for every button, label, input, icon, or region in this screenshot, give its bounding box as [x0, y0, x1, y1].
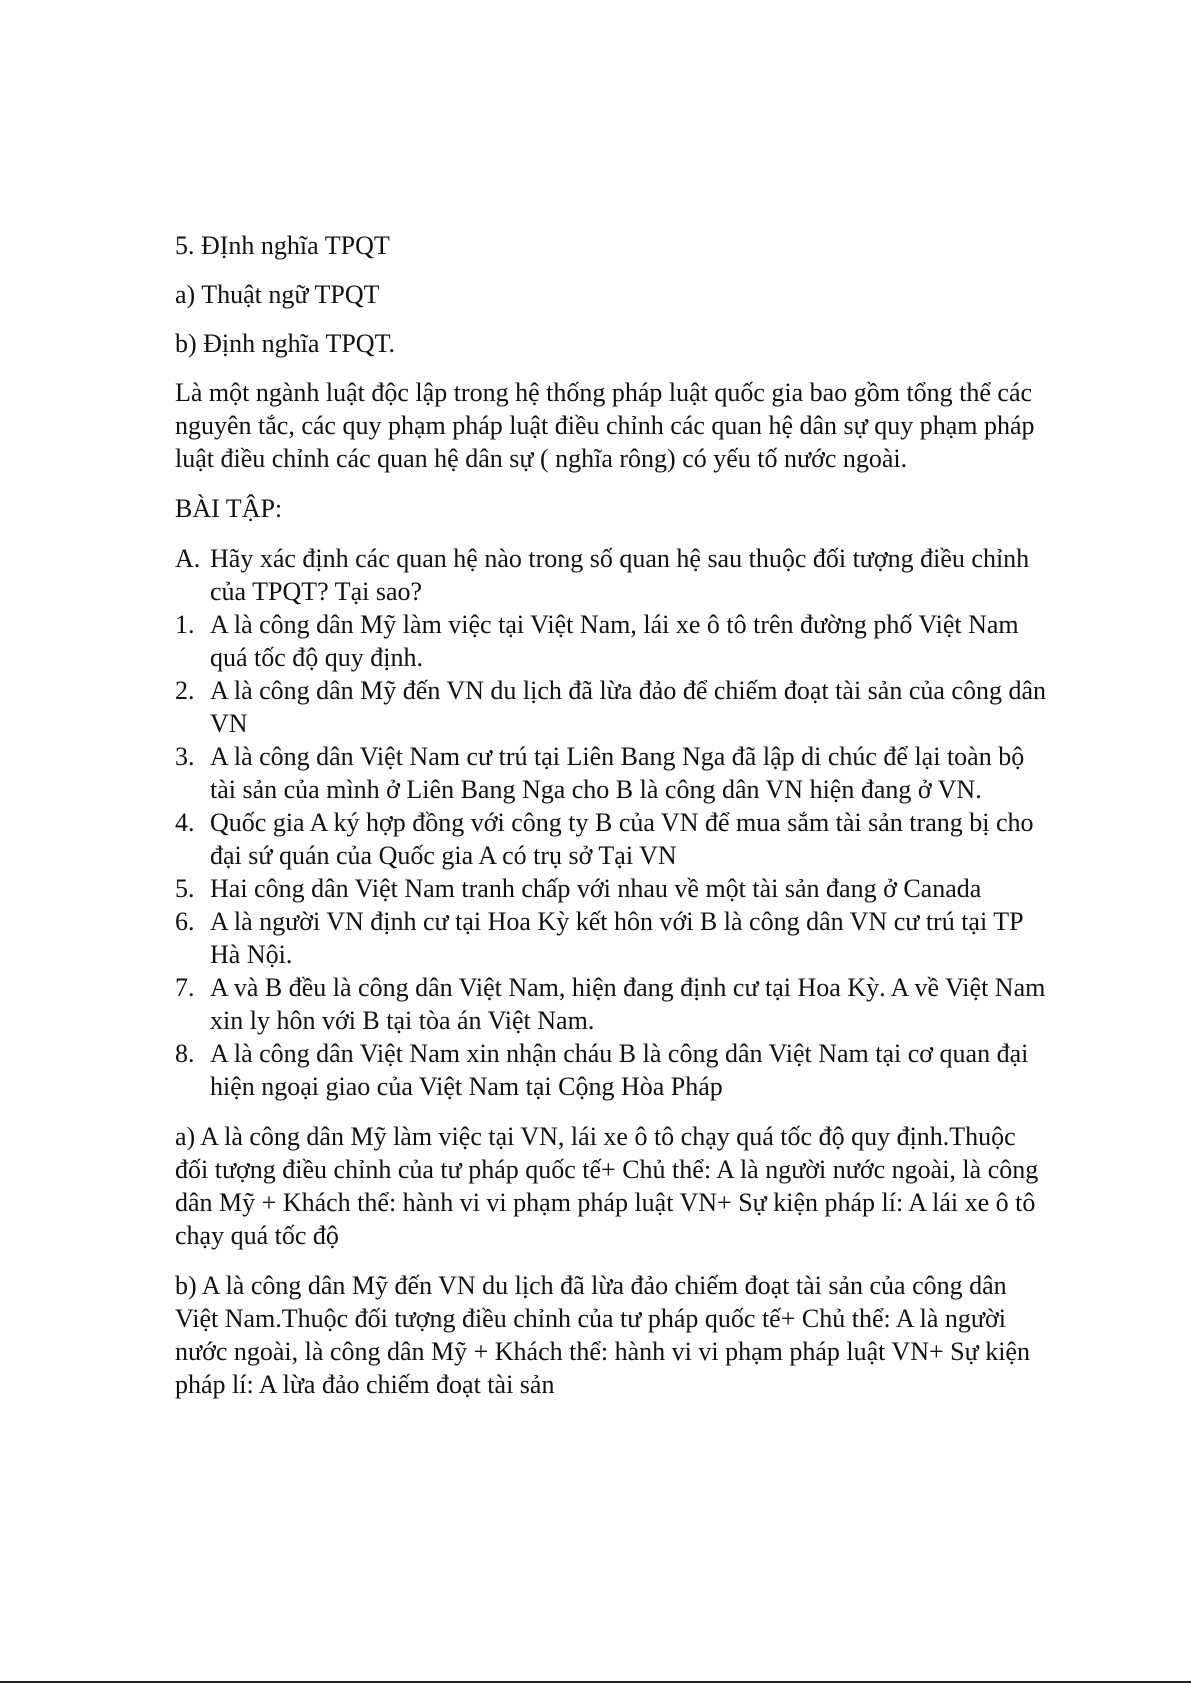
list-item-text: Quốc gia A ký hợp đồng với công ty B của VN để mua sắm tài sản trang bị cho đại sứ quán của Quốc gia A có trụ sở Tại VN — [210, 808, 1034, 870]
list-marker: 8. — [175, 1039, 195, 1068]
list-item — [175, 971, 1055, 1037]
list-item — [175, 1037, 1055, 1103]
list-item-text: A và B đều là công dân Việt Nam, hiện đang định cư tại Hoa Kỳ. A về Việt Nam xin ly hôn với B tại tòa án Việt Nam. — [210, 973, 1046, 1035]
subheading-b: b) Định nghĩa TPQT. — [175, 329, 396, 358]
list-marker: 2. — [175, 676, 195, 705]
answer-b-paragraph: b) A là công dân Mỹ đến VN du lịch đã lừa đảo chiếm đoạt tài sản của công dân Việt Nam.Thuộc đối tượng điều chỉnh của tư pháp quốc tế+ Chủ thể: A là người nước ngoài, là công dân Mỹ + Khách thể: hành vi vi phạm pháp luật VN+ Sự kiện pháp lí: A lừa đảo chiếm đoạt tài sản — [175, 1271, 1030, 1399]
list-item-text: A là công dân Mỹ đến VN du lịch đã lừa đảo để chiếm đoạt tài sản của công dân VN — [210, 676, 1046, 738]
definition-paragraph: Là một ngành luật độc lập trong hệ thống pháp luật quốc gia bao gồm tổng thể các nguyên tắc, các quy phạm pháp luật điều chỉnh các quan hệ dân sự quy phạm pháp luật điều chỉnh các quan hệ dân sự ( nghĩa rông) có yếu tố nước ngoài. — [175, 378, 1035, 473]
list-item-text: Hãy xác định các quan hệ nào trong số quan hệ sau thuộc đối tượng điều chỉnh của TPQT? Tại sao? — [210, 544, 1030, 606]
list-marker: 1. — [175, 610, 195, 639]
list-marker: 5. — [175, 874, 195, 903]
list-item — [175, 872, 1055, 905]
exercise-list — [175, 542, 1055, 1103]
list-item — [175, 740, 1055, 806]
list-item-text: A là người VN định cư tại Hoa Kỳ kết hôn với B là công dân VN cư trú tại TP Hà Nội. — [210, 907, 1023, 969]
answer-a-paragraph: a) A là công dân Mỹ làm việc tại VN, lái xe ô tô chạy quá tốc độ quy định.Thuộc đối tượng điều chỉnh của tư pháp quốc tế+ Chủ thể: A là người nước ngoài, là công dân Mỹ + Khách thể: hành vi vi phạm pháp luật VN+ Sự kiện pháp lí: A lái xe ô tô chạy quá tốc độ — [175, 1122, 1039, 1250]
list-marker: 4. — [175, 808, 195, 837]
list-item-text: A là công dân Mỹ làm việc tại Việt Nam, lái xe ô tô trên đường phố Việt Nam quá tốc độ quy định. — [210, 610, 1019, 672]
list-marker: A. — [175, 544, 201, 573]
list-item-text: A là công dân Việt Nam cư trú tại Liên Bang Nga đã lập di chúc để lại toàn bộ tài sản của mình ở Liên Bang Nga cho B là công dân VN hiện đang ở VN. — [210, 742, 1025, 804]
section-heading: 5. ĐỊnh nghĩa TPQT — [175, 231, 390, 260]
document-body — [175, 229, 1055, 1418]
list-item — [175, 542, 1055, 608]
page-bottom-rule — [0, 1681, 1191, 1683]
list-marker: 6. — [175, 907, 195, 936]
exercise-title: BÀI TẬP: — [175, 494, 283, 523]
list-item — [175, 806, 1055, 872]
list-marker: 3. — [175, 742, 195, 771]
list-item — [175, 608, 1055, 674]
list-item — [175, 905, 1055, 971]
list-item — [175, 674, 1055, 740]
list-item-text: A là công dân Việt Nam xin nhận cháu B là công dân Việt Nam tại cơ quan đại hiện ngoại giao của Việt Nam tại Cộng Hòa Pháp — [210, 1039, 1029, 1101]
list-marker: 7. — [175, 973, 195, 1002]
subheading-a: a) Thuật ngữ TPQT — [175, 280, 380, 309]
list-item-text: Hai công dân Việt Nam tranh chấp với nhau về một tài sản đang ở Canada — [210, 874, 982, 903]
